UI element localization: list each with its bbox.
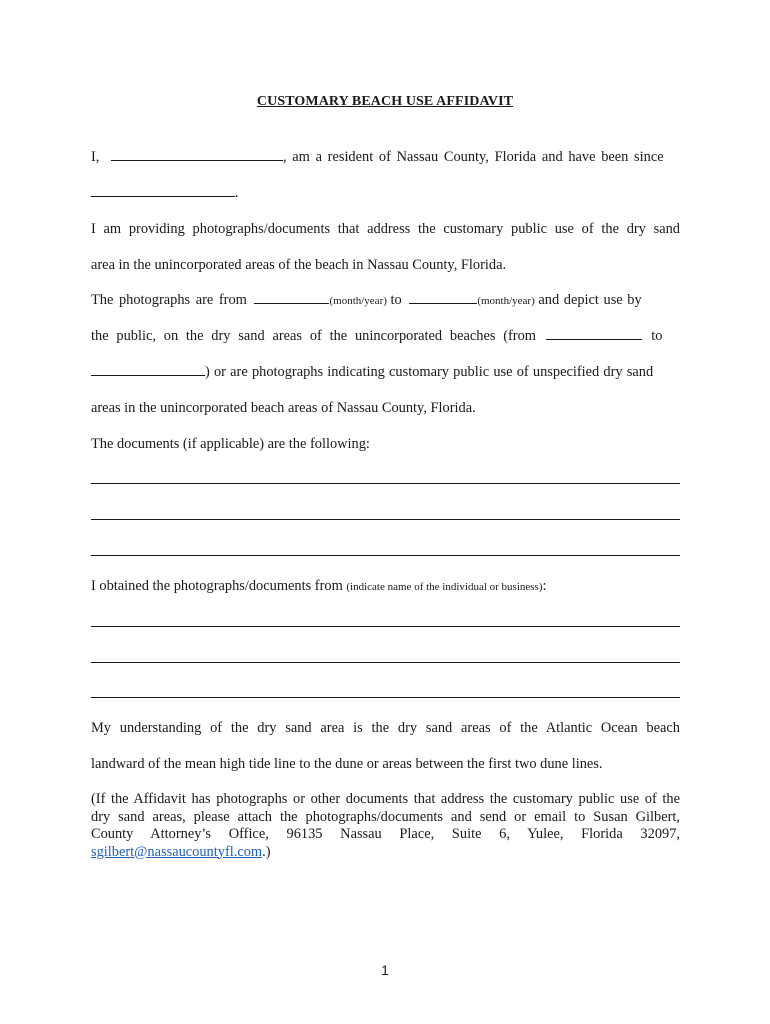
email-link[interactable]: sgilbert@nassaucountyfl.com	[91, 843, 263, 860]
instructions-line-2: dry sand areas, please attach the photographs/documents and send or email to Susan Gilbert,	[91, 808, 680, 825]
public-use-text: the public, on the dry sand areas of the unincorporated beaches (from	[91, 328, 536, 344]
understanding-line-2: landward of the mean high tide line to the dune or areas between the first two dune lines.	[91, 756, 603, 772]
instructions-line-3: County Attorney’s Office, 96135 Nassau Place, Suite 6, Yulee, Florida 32097,	[91, 826, 680, 842]
instructions-end: .)	[262, 843, 271, 860]
to-date-blank[interactable]	[409, 291, 477, 304]
public-use-line	[91, 327, 680, 345]
documents-answer-line-3[interactable]	[91, 555, 680, 556]
instructions-paragraph	[91, 791, 680, 861]
resident-prefix: I,	[91, 149, 100, 165]
since-period: .	[235, 185, 239, 201]
obtained-answer-line-3[interactable]	[91, 697, 680, 698]
beach-to-text: to	[651, 328, 663, 344]
providing-line-1: I am providing photographs/documents that address the customary public use of the dry sand	[91, 221, 680, 237]
instructions-line-1: (If the Affidavit has photographs or other documents that address the customary public use of the	[91, 791, 680, 807]
depict-use-text: and depict use by	[538, 292, 642, 308]
providing-line-2: area in the unincorporated areas of the beach in Nassau County, Florida.	[91, 257, 507, 273]
obtained-colon: :	[542, 578, 547, 594]
obtained-hint: (indicate name of the individual or business)	[346, 581, 543, 593]
unincorporated-areas-line: areas in the unincorporated beach areas of Nassau County, Florida.	[91, 400, 476, 416]
unspecified-line	[91, 363, 680, 381]
documents-answer-line-1[interactable]	[91, 483, 680, 484]
unspecified-text: ) or are photographs indicating customary public use of unspecified dry sand	[205, 364, 654, 380]
page-title: CUSTOMARY BEACH USE AFFIDAVIT	[256, 94, 514, 109]
page-number: 1	[381, 962, 389, 978]
beach-to-blank[interactable]	[91, 363, 205, 376]
name-blank[interactable]	[111, 148, 283, 161]
since-line	[91, 184, 680, 202]
understanding-line-1: My understanding of the dry sand area is the dry sand areas of the Atlantic Ocean beach	[91, 720, 680, 736]
obtained-label: I obtained the photographs/documents from	[91, 578, 343, 594]
since-blank[interactable]	[91, 184, 235, 197]
from-date-blank[interactable]	[254, 291, 329, 304]
instructions-line-4	[91, 844, 680, 862]
obtained-answer-line-2[interactable]	[91, 662, 680, 663]
photographs-from-text: The photographs are from	[91, 292, 247, 308]
beach-from-blank[interactable]	[546, 327, 642, 340]
month-year-hint-2: (month/year)	[477, 295, 535, 307]
resident-statement-line	[91, 148, 680, 166]
obtained-answer-line-1[interactable]	[91, 626, 680, 627]
month-year-hint-1: (month/year)	[329, 295, 387, 307]
documents-label: The documents (if applicable) are the following:	[91, 436, 370, 452]
obtained-line	[91, 577, 680, 596]
documents-answer-line-2[interactable]	[91, 519, 680, 520]
to-text: to	[390, 292, 402, 308]
photographs-dates-line	[91, 291, 680, 310]
resident-text: , am a resident of Nassau County, Florida and have been since	[283, 149, 664, 165]
